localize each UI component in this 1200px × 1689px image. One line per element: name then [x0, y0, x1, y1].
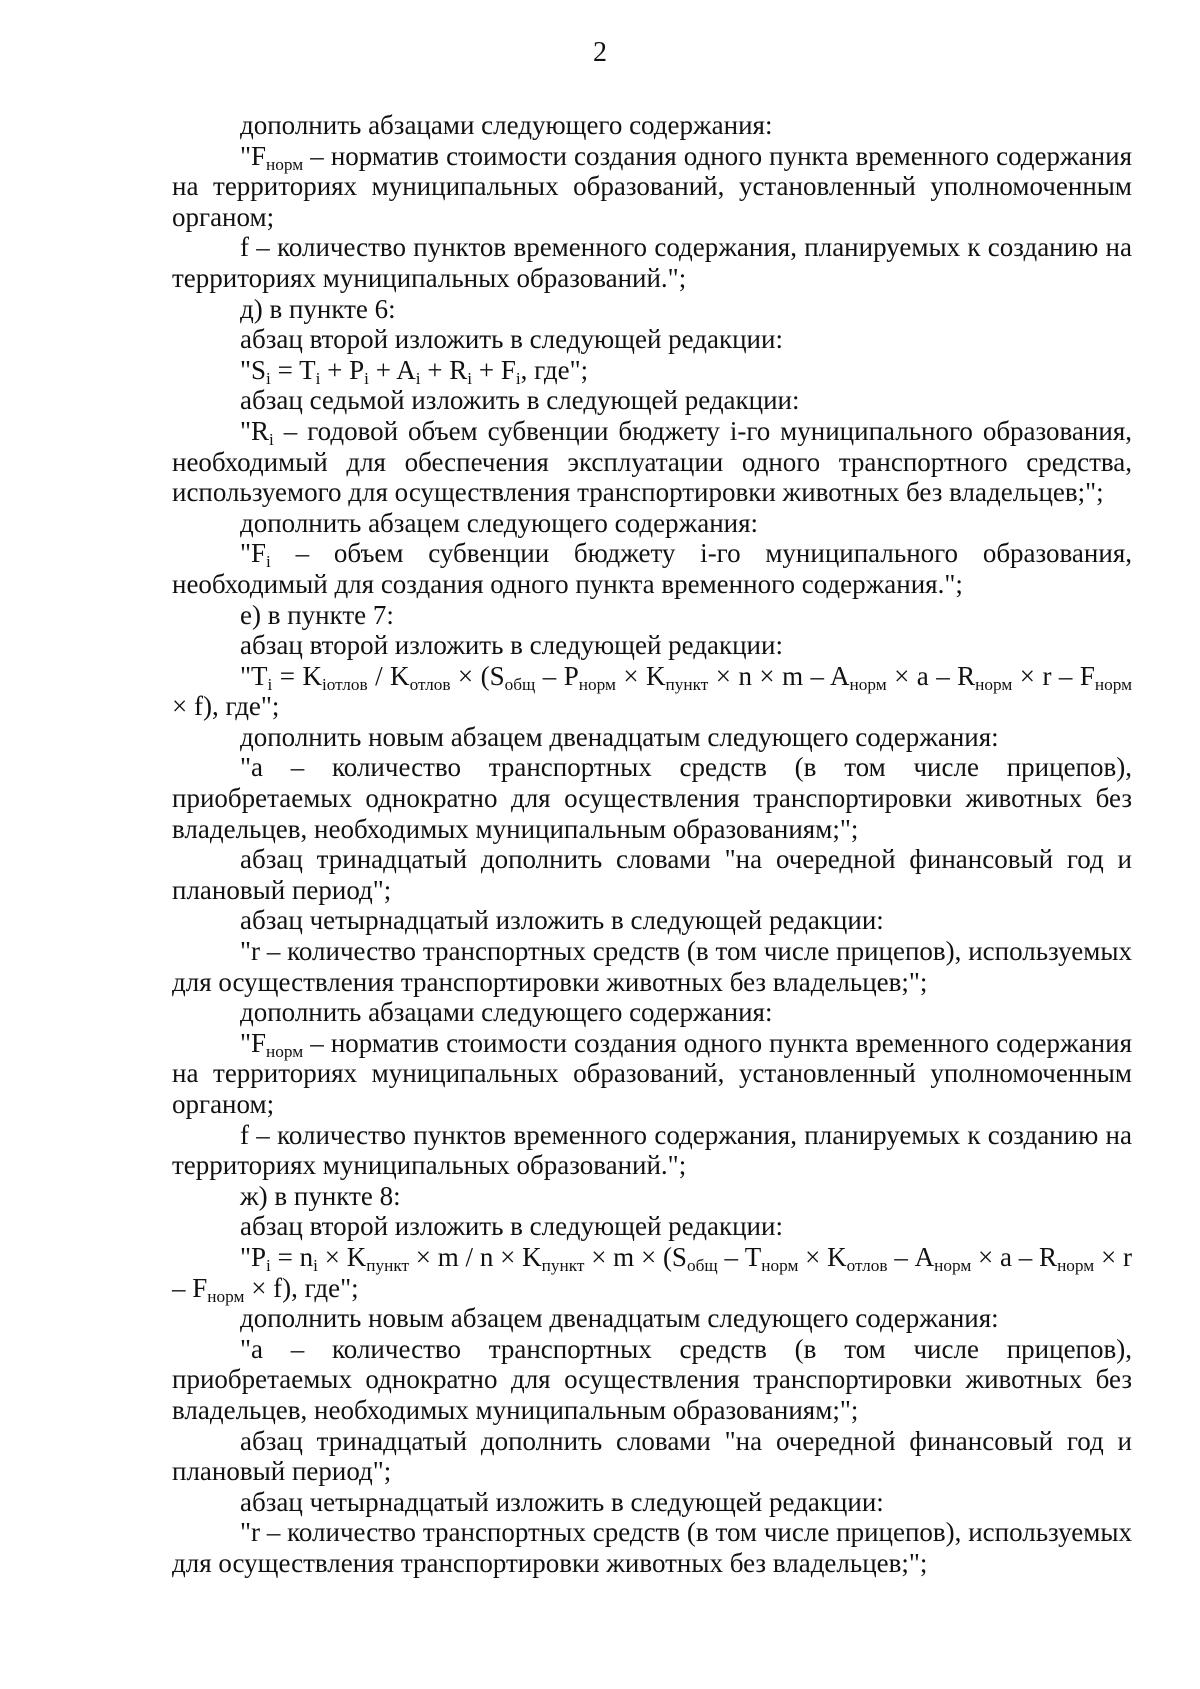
subscript-text: отлов	[409, 674, 451, 694]
paragraph-text: × m / n × K	[409, 1241, 542, 1272]
page-number: 2	[593, 37, 607, 68]
paragraph-text: = T	[270, 354, 316, 385]
paragraph	[172, 1303, 1132, 1334]
subscript-text: пункт	[366, 1255, 410, 1275]
paragraph-text: "a – количество транспортных средств (в том числе прицепов), приобретаемых однократно для осуществления транспортировки животных без владельцев, необходимых муниципальным образованиям;";	[172, 1333, 1132, 1425]
subscript-text: пункт	[665, 674, 709, 694]
paragraph-text: "T	[240, 660, 268, 691]
paragraph-text: f – количество пунктов временного содержания, планируемых к созданию на территориях муниципальных образований.";	[172, 232, 1132, 293]
paragraph-text: × (S	[450, 660, 505, 691]
paragraph-text: е) в пункте 7:	[240, 599, 394, 630]
paragraph-text: абзац второй изложить в следующей редакции:	[240, 324, 783, 355]
subscript-text: общ	[686, 1255, 718, 1275]
paragraph-text: "r – количество транспортных средств (в том числе прицепов), используемых для осуществления транспортировки животных без владельцев;";	[172, 936, 1132, 997]
paragraph	[172, 1181, 1132, 1212]
subscript-text: i	[313, 1255, 318, 1275]
subscript-text: норм	[578, 674, 616, 694]
paragraph	[172, 844, 1132, 905]
paragraph-text: f – количество пунктов временного содержания, планируемых к созданию на территориях муниципальных образований.";	[172, 1119, 1132, 1181]
subscript-text: пункт	[541, 1255, 585, 1275]
paragraph-text: "a – количество транспортных средств (в том числе прицепов), приобретаемых однократно для осуществления транспортировки животных без владельцев, необходимых муниципальным образованиям;";	[172, 752, 1132, 844]
paragraph-text: абзац седьмой изложить в следующей редакции:	[240, 385, 800, 416]
paragraph-text: абзац четырнадцатый изложить в следующей редакции:	[240, 1486, 884, 1517]
paragraph-text: × f), где";	[172, 691, 280, 722]
paragraph-text: – объем субвенции бюджету i-го муниципального образования, необходимый для создания одного пункта временного содержания.";	[172, 538, 1132, 599]
paragraph-text: "F	[240, 1027, 267, 1058]
subscript-text: i	[364, 368, 369, 388]
subscript-text: норм	[1094, 674, 1133, 694]
paragraph	[172, 141, 1132, 233]
paragraph	[172, 1028, 1132, 1120]
paragraph-text: абзац второй изложить в следующей редакции:	[240, 1211, 783, 1242]
paragraph	[172, 752, 1132, 844]
paragraph-text: – норматив стоимости создания одного пункта временного содержания на территориях муниципальных образований, установленный уполномоченным органом;	[172, 140, 1132, 232]
subscript-text: i	[267, 674, 273, 694]
paragraph	[172, 110, 1132, 141]
paragraph-text: "S	[240, 354, 267, 385]
paragraph	[172, 385, 1132, 416]
paragraph-text: дополнить новым абзацем двенадцатым следующего содержания:	[240, 1303, 999, 1334]
paragraph-text: × a – R	[886, 660, 976, 691]
paragraph-text: – A	[887, 1241, 935, 1272]
subscript-text: норм	[207, 1286, 245, 1306]
paragraph-text: абзац четырнадцатый изложить в следующей редакции:	[240, 905, 884, 936]
paragraph	[172, 1334, 1132, 1426]
paragraph-text: + P	[320, 354, 365, 385]
paragraph	[172, 630, 1132, 661]
subscript-text: норм	[266, 154, 304, 174]
paragraph-text: "F	[240, 140, 267, 171]
paragraph	[172, 1120, 1132, 1181]
document-body	[172, 110, 1132, 1579]
paragraph	[172, 232, 1132, 293]
paragraph-text: – T	[717, 1241, 762, 1272]
paragraph-text: × r – F	[1012, 660, 1095, 691]
subscript-text: норм	[849, 674, 887, 694]
paragraph-text: абзац второй изложить в следующей редакции:	[240, 630, 783, 661]
paragraph-text: абзац тринадцатый дополнить словами "на очередной финансовый год и плановый период";	[172, 1425, 1132, 1487]
paragraph	[172, 936, 1132, 997]
paragraph-text: – годовой объем субвенции бюджету i-го муниципального образования, необходимый для обеспечения эксплуатации одного транспортного средства, используемого для осуществления транспортировки животных без владельцев;";	[172, 415, 1132, 508]
paragraph-text: + F	[472, 354, 516, 385]
paragraph-text: дополнить абзацем следующего содержания:	[240, 507, 759, 538]
paragraph	[172, 905, 1132, 936]
paragraph	[172, 1426, 1132, 1487]
paragraph	[172, 416, 1132, 508]
subscript-text: норм	[975, 674, 1013, 694]
paragraph-text: абзац тринадцатый дополнить словами "на очередной финансовый год и плановый период";	[172, 844, 1132, 905]
paragraph-text: + A	[368, 354, 416, 385]
paragraph-text: × n × m – A	[708, 660, 850, 691]
paragraph	[172, 355, 1132, 386]
paragraph-text: "F	[240, 538, 267, 569]
paragraph-text: "R	[240, 415, 270, 446]
subscript-text: отлов	[846, 1255, 888, 1275]
paragraph-text: дополнить абзацами следующего содержания:	[240, 110, 773, 140]
subscript-text: i	[415, 368, 421, 388]
paragraph-text: – P	[535, 660, 579, 691]
paragraph	[172, 1241, 1132, 1306]
paragraph	[172, 600, 1132, 631]
subscript-text: i	[467, 368, 473, 388]
paragraph-text: + R	[420, 354, 468, 385]
subscript-text: i	[266, 368, 271, 388]
paragraph-text: = n	[270, 1241, 314, 1272]
paragraph-text: × f), где";	[244, 1272, 359, 1303]
subscript-text: норм	[266, 1041, 304, 1061]
subscript-text: норм	[761, 1255, 799, 1275]
paragraph	[172, 1487, 1132, 1518]
subscript-text: i	[515, 368, 521, 388]
paragraph	[172, 294, 1132, 325]
paragraph	[172, 722, 1132, 753]
paragraph-text: – норматив стоимости создания одного пункта временного содержания на территориях муниципальных образований, установленный уполномоченным органом;	[172, 1027, 1132, 1119]
paragraph-text: × K	[615, 660, 666, 691]
paragraph	[172, 1211, 1132, 1242]
subscript-text: i	[315, 368, 321, 388]
paragraph-text: "r – количество транспортных средств (в том числе прицепов), используемых для осуществления транспортировки животных без владельцев;";	[172, 1517, 1132, 1578]
paragraph-text: ж) в пункте 8:	[240, 1180, 401, 1211]
paragraph-text: × K	[317, 1241, 367, 1272]
subscript-text: норм	[1057, 1255, 1095, 1275]
paragraph	[172, 538, 1132, 599]
paragraph-text: = K	[272, 660, 322, 691]
paragraph-text: × K	[798, 1241, 847, 1272]
subscript-text: iотлов	[321, 674, 368, 694]
paragraph	[172, 661, 1132, 722]
subscript-text: норм	[934, 1255, 972, 1275]
paragraph-text: д) в пункте 6:	[240, 293, 396, 324]
paragraph-text: × m × (S	[584, 1241, 687, 1272]
paragraph-text: дополнить новым абзацем двенадцатым следующего содержания:	[240, 721, 999, 752]
subscript-text: i	[266, 1255, 271, 1275]
subscript-text: общ	[504, 674, 536, 694]
paragraph-text: , где";	[520, 354, 589, 385]
paragraph	[172, 997, 1132, 1028]
paragraph	[172, 508, 1132, 539]
paragraph-text: × a – R	[971, 1241, 1058, 1272]
paragraph-text: / K	[367, 660, 410, 691]
paragraph-text: × r – F	[172, 1241, 1132, 1303]
paragraph-text: "P	[240, 1241, 267, 1272]
subscript-text: i	[266, 552, 271, 572]
paragraph-text: дополнить абзацами следующего содержания:	[240, 997, 773, 1028]
paragraph	[172, 1517, 1132, 1578]
subscript-text: i	[269, 429, 274, 449]
paragraph	[172, 324, 1132, 355]
